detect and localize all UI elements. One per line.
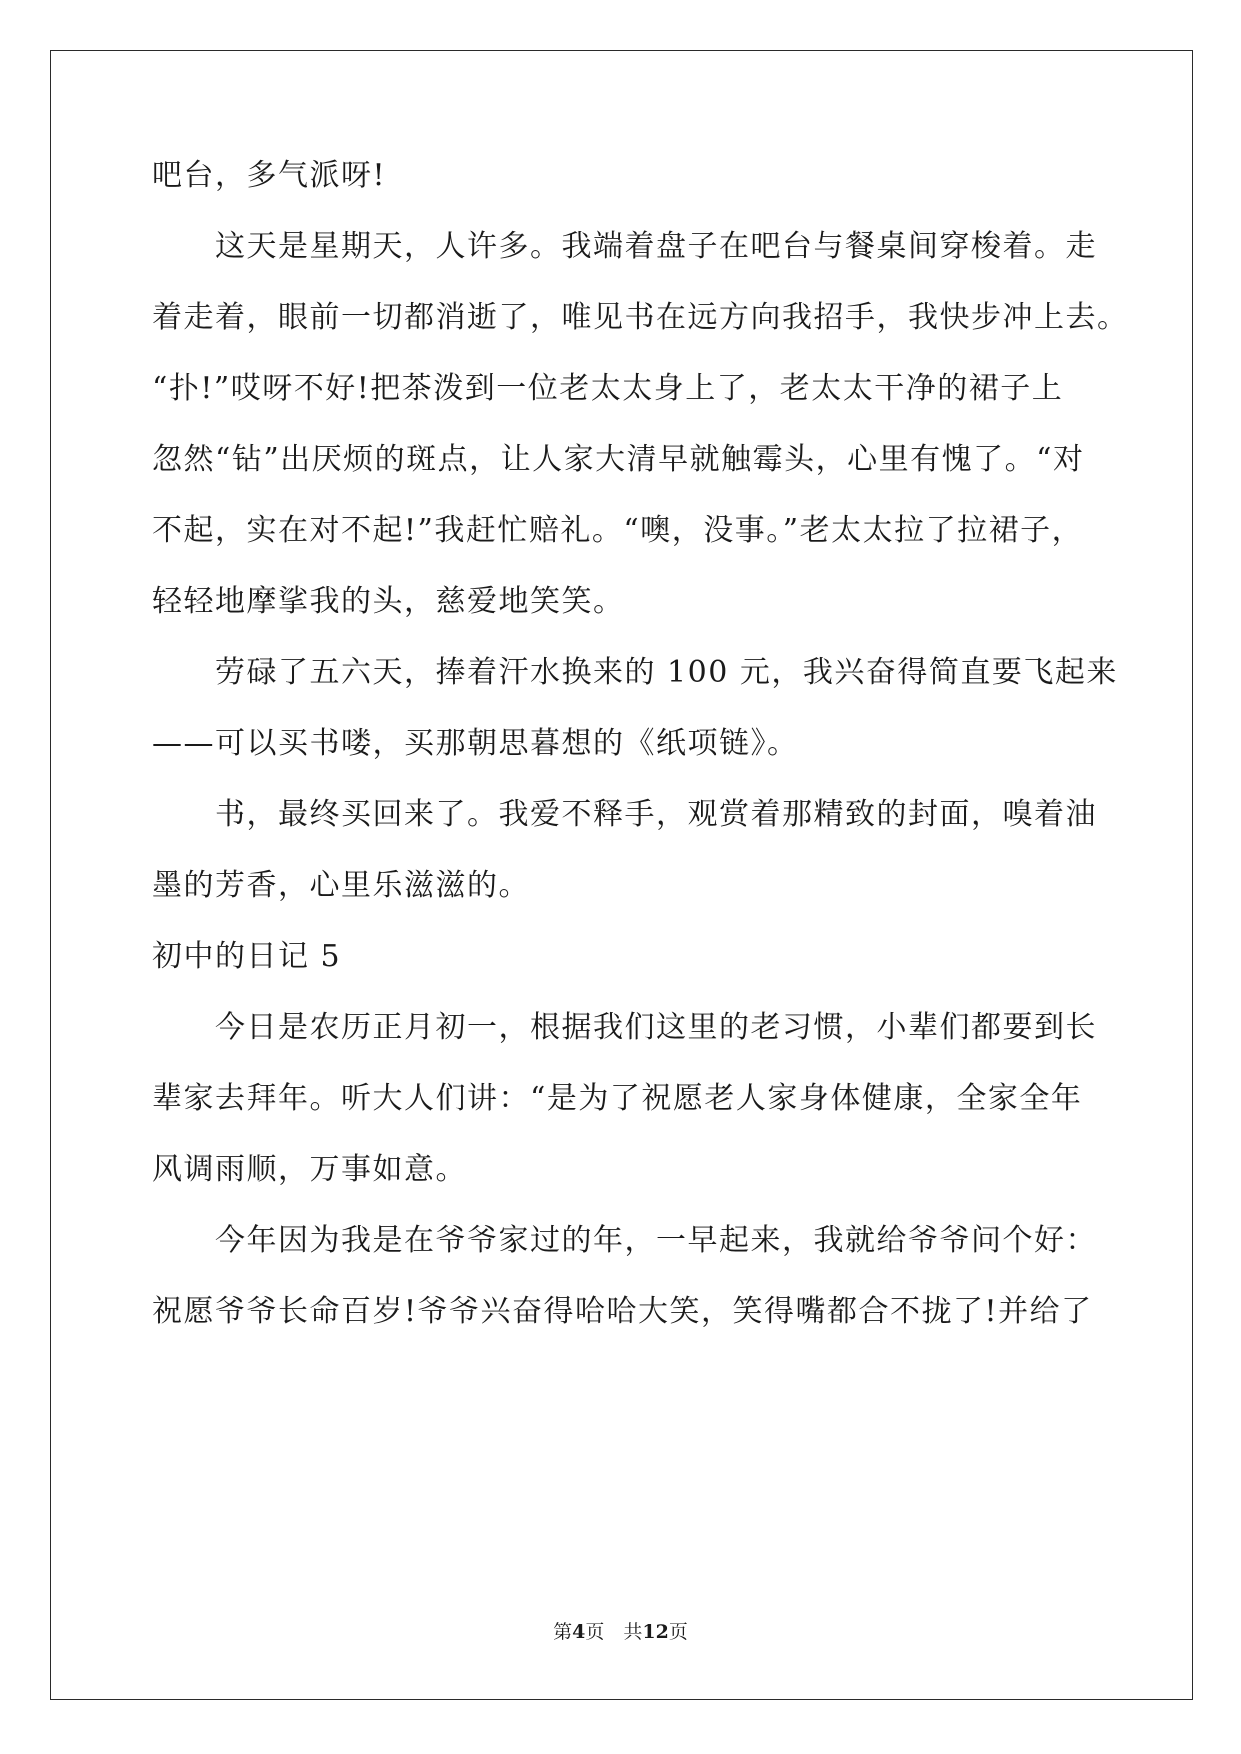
text-line: 墨的芳香，心里乐滋滋的。 [152, 868, 530, 903]
text-line: 这天是星期天，人许多。我端着盘子在吧台与餐桌间穿梭着。走 [152, 229, 1097, 264]
text-line: 风调雨顺，万事如意。 [152, 1152, 467, 1187]
text-line: 祝愿爷爷长命百岁!爷爷兴奋得哈哈大笑，笑得嘴都合不拢了!并给了 [152, 1294, 1093, 1329]
text-line: “扑!”哎呀不好!把茶泼到一位老太太身上了，老太太干净的裙子上 [152, 371, 1064, 406]
section-heading: 初中的日记 5 [152, 939, 342, 974]
current-page-number: 4 [572, 1621, 586, 1643]
total-pages-number: 12 [642, 1621, 669, 1643]
page-footer [0, 1620, 1241, 1644]
text-line: 吧台，多气派呀! [152, 158, 387, 193]
text-line: 忽然“钻”出厌烦的斑点，让人家大清早就触霉头，心里有愧了。“对 [152, 442, 1085, 477]
text-line: 轻轻地摩挲我的头，慈爱地笑笑。 [152, 584, 625, 619]
text-line: 书，最终买回来了。我爱不释手，观赏着那精致的封面，嗅着油 [152, 797, 1097, 832]
text-line: 今年因为我是在爷爷家过的年，一早起来，我就给爷爷问个好： [152, 1223, 1097, 1258]
footer-suffix: 页 [668, 1621, 688, 1643]
footer-prefix: 第 [553, 1621, 573, 1643]
text-line: 今日是农历正月初一，根据我们这里的老习惯，小辈们都要到长 [152, 1010, 1097, 1045]
text-line: ——可以买书喽，买那朝思暮想的《纸项链》。 [152, 726, 799, 761]
footer-mid: 页 共 [585, 1621, 643, 1643]
text-line: 着走着，眼前一切都消逝了，唯见书在远方向我招手，我快步冲上去。 [152, 300, 1129, 335]
text-line: 劳碌了五六天，捧着汗水换来的 100 元，我兴奋得简直要飞起来 [152, 655, 1118, 690]
text-line: 辈家去拜年。听大人们讲：“是为了祝愿老人家身体健康，全家全年 [152, 1081, 1083, 1116]
text-line: 不起，实在对不起!”我赶忙赔礼。“噢，没事。”老太太拉了拉裙子， [152, 513, 1084, 548]
